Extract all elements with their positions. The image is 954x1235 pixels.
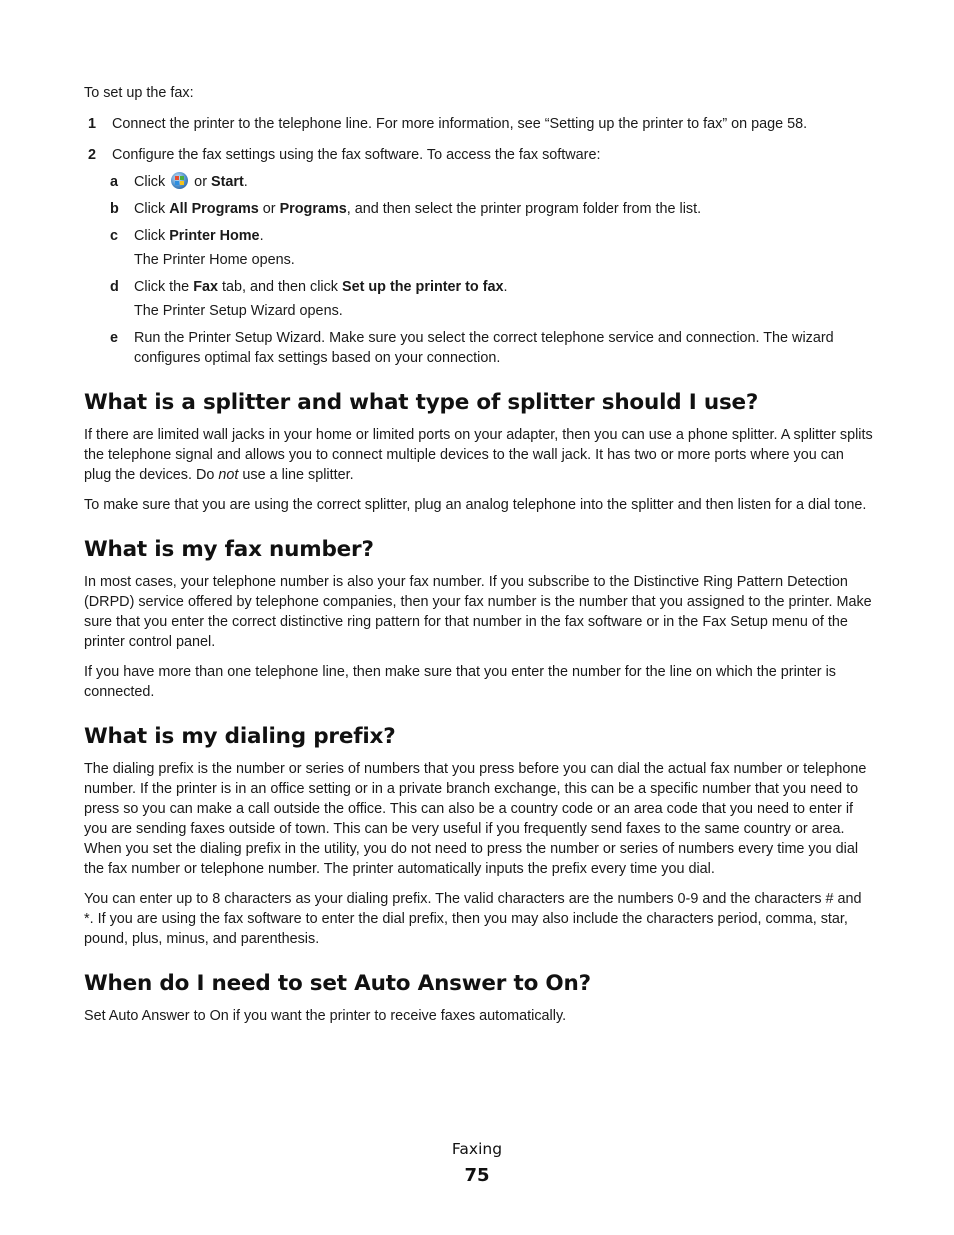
paragraph: If there are limited wall jacks in your home or limited ports on your adapter, then you can use a phone splitter. A splitter splits the telephone signal and allows you to connect multiple devices to the wall jack. It has two or more ports where you can plug the devices. Do not use a line splitter. bbox=[84, 427, 873, 483]
substep-list bbox=[110, 172, 874, 368]
substep-d: d Click the Fax tab, and then click Set up the printer to fax. The Printer Setup Wizard opens. bbox=[110, 277, 874, 321]
substep-letter: d bbox=[110, 279, 119, 295]
section-fax-number bbox=[84, 537, 874, 702]
step-number: 2 bbox=[88, 147, 97, 163]
substep-letter: b bbox=[110, 201, 119, 217]
substep-e: e Run the Printer Setup Wizard. Make sure you select the correct telephone service and connection. The wizard configures optimal fax settings based on your connection. bbox=[110, 330, 834, 366]
section-heading: When do I need to set Auto Answer to On? bbox=[84, 971, 591, 996]
substep-b: b Click All Programs or Programs, and then select the printer program folder from the list. bbox=[110, 201, 702, 217]
paragraph: Set Auto Answer to On if you want the printer to receive faxes automatically. bbox=[84, 1008, 567, 1024]
section-auto-answer bbox=[84, 971, 874, 1026]
section-dialing-prefix bbox=[84, 724, 874, 949]
section-heading: What is my dialing prefix? bbox=[84, 724, 396, 749]
footer-section-label: Faxing bbox=[451, 1140, 503, 1158]
step-1 bbox=[84, 114, 874, 134]
section-splitter bbox=[84, 390, 874, 515]
substep-letter: e bbox=[110, 330, 119, 346]
substep-letter: c bbox=[110, 228, 119, 244]
substep-note: The Printer Home opens. bbox=[134, 252, 295, 268]
windows-start-icon bbox=[171, 172, 188, 189]
substep-letter: a bbox=[110, 174, 119, 190]
document-body bbox=[84, 83, 874, 1036]
paragraph: The dialing prefix is the number or series of numbers that you press before you can dial the actual fax number or telephone number. If the printer is in an office setting or in a private branch exchange, this can be a specific number that you need to press so you can make a call outside the office. This can also be a country code or an area code that you need to enter if you are sending faxes outside of town. This can be very useful if you frequently send faxes to the same country or area. When you set the dialing prefix in the utility, you do not need to press the number or series of numbers every time you dial the fax number or telephone number. The printer automatically inputs the prefix every time you dial. bbox=[84, 761, 867, 877]
paragraph: If you have more than one telephone line, then make sure that you enter the number for the line on which the printer is connected. bbox=[84, 664, 836, 700]
section-heading: What is my fax number? bbox=[84, 537, 374, 562]
intro-text: To set up the fax: bbox=[84, 85, 194, 101]
paragraph: In most cases, your telephone number is also your fax number. If you subscribe to the Distinctive Ring Pattern Detection (DRPD) service offered by telephone companies, then your fax number is the number that you assigned to the printer. Make sure that you enter the correct distinctive ring pattern for that number in the fax software or in the Fax Setup menu of the printer control panel. bbox=[84, 574, 872, 650]
substep-a: a Click or Start. bbox=[110, 174, 248, 190]
step-number: 1 bbox=[88, 116, 97, 132]
substep-note: The Printer Setup Wizard opens. bbox=[134, 303, 343, 319]
step-text: Connect the printer to the telephone line. For more information, see “Setting up the printer to fax” on page 58. bbox=[112, 116, 808, 132]
section-heading: What is a splitter and what type of splitter should I use? bbox=[84, 390, 759, 415]
step-text: Configure the fax settings using the fax software. To access the fax software: bbox=[112, 147, 601, 163]
paragraph: You can enter up to 8 characters as your dialing prefix. The valid characters are the numbers 0-9 and the characters # and *. If you are using the fax software to enter the dial prefix, then you may also include the characters period, comma, star, pound, plus, minus, and parenthesis. bbox=[84, 891, 862, 947]
page-number: 75 bbox=[464, 1165, 490, 1186]
step-2 bbox=[84, 145, 874, 165]
substep-c: c Click Printer Home. The Printer Home opens. bbox=[110, 226, 874, 270]
paragraph: To make sure that you are using the correct splitter, plug an analog telephone into the splitter and then listen for a dial tone. bbox=[84, 497, 867, 513]
